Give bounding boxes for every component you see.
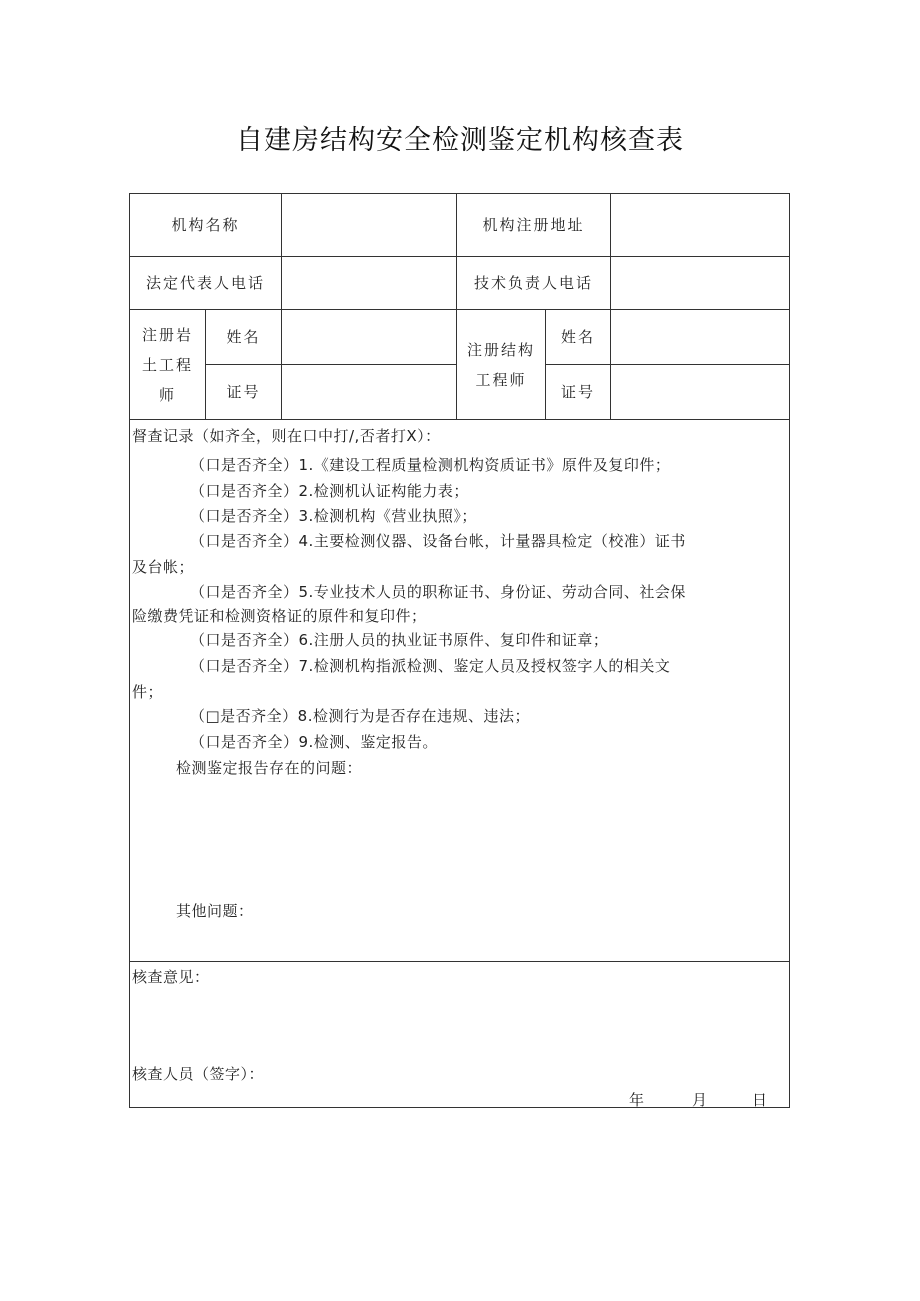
org-name-value[interactable] bbox=[282, 194, 456, 256]
struct-engineer-label bbox=[457, 310, 545, 419]
geo-name-label: 姓名 bbox=[226, 328, 261, 346]
org-name-label: 机构名称 bbox=[171, 216, 240, 234]
geo-engineer-label-line: 注册岩 bbox=[141, 325, 193, 344]
geo-engineer-label bbox=[130, 310, 205, 419]
report-issues-label: 检测鉴定报告存在的问题： bbox=[176, 759, 363, 777]
checklist-item-7-cont: 件； bbox=[132, 683, 164, 701]
struct-cert-value[interactable] bbox=[611, 365, 789, 419]
row-divider bbox=[129, 961, 790, 962]
geo-engineer-label-line: 土工程 bbox=[141, 355, 193, 374]
checklist-item-4[interactable]: （口是否齐全）4.主要检测仪器、设备台帐，计量器具检定（校准）证书 bbox=[190, 532, 686, 550]
legal-rep-phone-label: 法定代表人电话 bbox=[145, 274, 265, 292]
date-day: 日 bbox=[752, 1091, 768, 1109]
struct-engineer-label-line: 注册结构 bbox=[466, 340, 535, 359]
geo-cert-value[interactable] bbox=[282, 365, 456, 419]
geo-name-value[interactable] bbox=[282, 310, 456, 364]
checklist-item-3[interactable]: （口是否齐全）3.检测机构《营业执照》； bbox=[190, 507, 477, 525]
reviewer-signature-label: 核查人员（签字）： bbox=[132, 1065, 265, 1083]
date-month: 月 bbox=[692, 1091, 708, 1109]
org-address-label: 机构注册地址 bbox=[482, 216, 585, 234]
checklist-item-8[interactable]: （□是否齐全）8.检测行为是否存在违规、违法； bbox=[190, 707, 530, 725]
struct-engineer-label-line: 工程师 bbox=[475, 370, 527, 389]
review-opinion-label: 核查意见： bbox=[132, 968, 210, 986]
checklist-item-6[interactable]: （口是否齐全）6.注册人员的执业证书原件、复印件和证章； bbox=[190, 631, 609, 649]
struct-cert-label: 证号 bbox=[560, 383, 595, 401]
checklist-item-9[interactable]: （口是否齐全）9.检测、鉴定报告。 bbox=[190, 733, 438, 751]
checklist-item-7[interactable]: （口是否齐全）7.检测机构指派检测、鉴定人员及授权签字人的相关文 bbox=[190, 657, 671, 675]
geo-engineer-label-line: 师 bbox=[158, 385, 176, 404]
checklist-item-2[interactable]: （口是否齐全）2.检测机认证构能力表； bbox=[190, 482, 469, 500]
struct-name-value[interactable] bbox=[611, 310, 789, 364]
legal-rep-phone-value[interactable] bbox=[282, 257, 456, 309]
checklist-item-5-cont: 险缴费凭证和检测资格证的原件和复印件； bbox=[132, 607, 427, 625]
inspection-heading: 督查记录（如齐全，则在口中打/,否者打X）： bbox=[132, 427, 441, 445]
struct-name-label: 姓名 bbox=[560, 328, 595, 346]
checklist-item-5[interactable]: （口是否齐全）5.专业技术人员的职称证书、身份证、劳动合同、社会保 bbox=[190, 583, 686, 601]
other-issues-label: 其他问题： bbox=[176, 902, 254, 920]
date-year: 年 bbox=[629, 1091, 645, 1109]
tech-head-phone-value[interactable] bbox=[611, 257, 789, 309]
row-divider bbox=[129, 419, 790, 420]
org-address-value[interactable] bbox=[611, 194, 789, 256]
checklist-item-4-cont: 及台帐； bbox=[132, 558, 195, 576]
page-title: 自建房结构安全检测鉴定机构核查表 bbox=[236, 125, 684, 156]
tech-head-phone-label: 技术负责人电话 bbox=[473, 274, 593, 292]
checklist-item-1[interactable]: （口是否齐全）1.《建设工程质量检测机构资质证书》原件及复印件； bbox=[190, 456, 671, 474]
geo-cert-label: 证号 bbox=[226, 383, 261, 401]
